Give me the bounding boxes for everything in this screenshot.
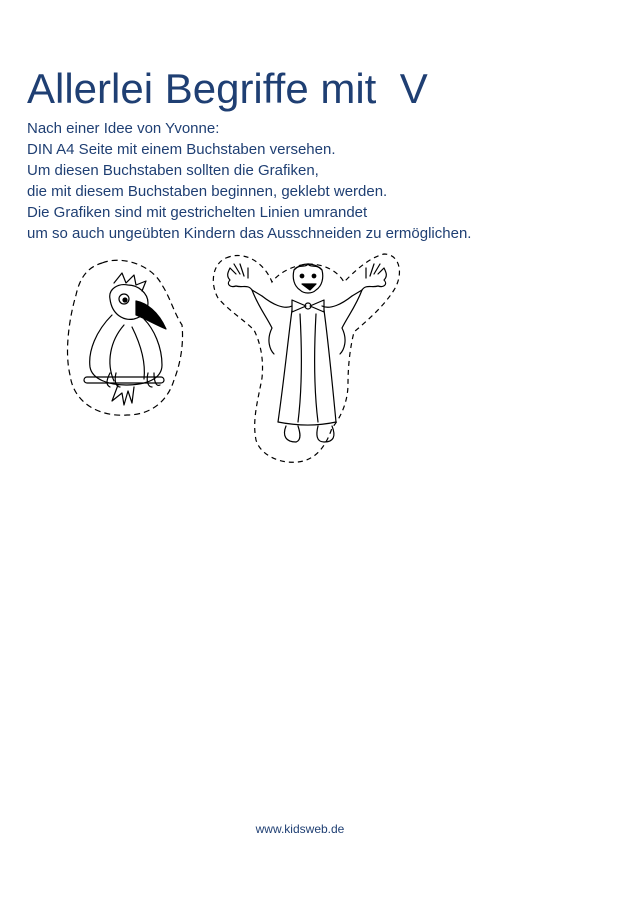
footer-url[interactable]: www.kidsweb.de (255, 822, 345, 836)
intro-line: Nach einer Idee von Yvonne: (27, 120, 220, 137)
intro-line: Die Grafiken sind mit gestrichelten Linien umrandet (27, 204, 368, 221)
vampire-figure (208, 250, 403, 465)
intro-line: die mit diesem Buchstaben beginnen, geklebt werden. (27, 183, 388, 200)
intro-line: DIN A4 Seite mit einem Buchstaben versehen. (27, 141, 336, 158)
intro-line: Um diesen Buchstaben sollten die Grafiken, (27, 162, 319, 179)
intro-line: um so auch ungeübten Kindern das Ausschneiden zu ermöglichen. (27, 225, 472, 242)
raven-drawing (84, 273, 166, 405)
page-title: Allerlei Begriffe mit V (27, 65, 428, 112)
intro-text (27, 118, 471, 244)
raven-figure (62, 255, 192, 420)
raven-cut-line (68, 260, 183, 415)
vampire-drawing (228, 264, 387, 442)
